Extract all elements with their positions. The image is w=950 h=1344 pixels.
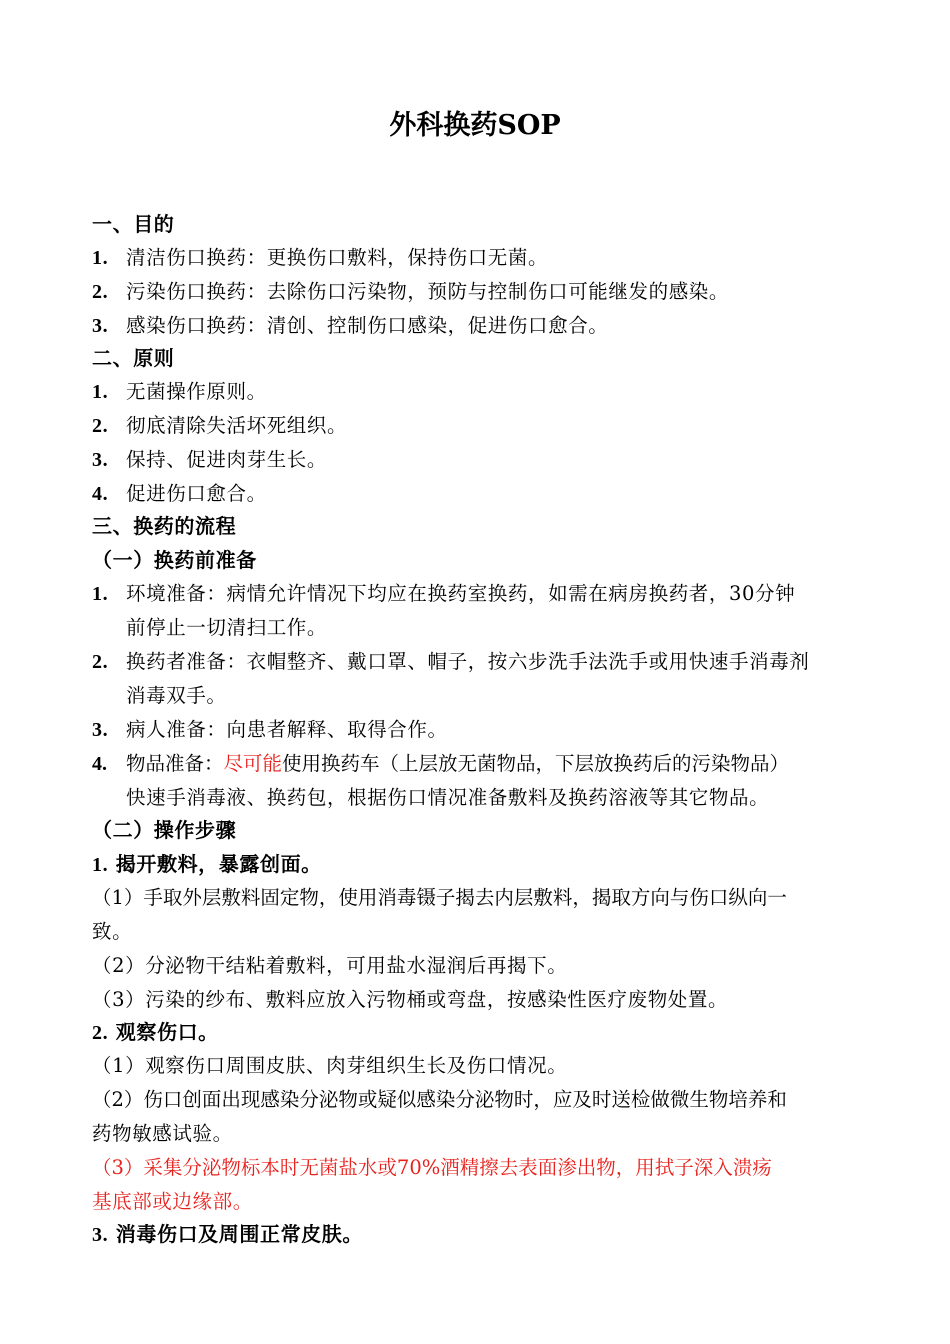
list-number: 2. — [92, 415, 109, 437]
step-number: 3. — [92, 1224, 109, 1246]
paragraph: （2）分泌物干结粘着敷料，可用盐水湿润后再揭下。 — [92, 954, 568, 977]
step-number: 2. — [92, 1022, 109, 1044]
list-number: 3. — [92, 449, 109, 471]
list-item — [92, 311, 608, 341]
list-item — [92, 277, 729, 307]
list-item — [92, 749, 789, 779]
step-title — [92, 849, 322, 880]
section-heading-procedure: 三、换药的流程 — [92, 514, 237, 538]
step-number: 1. — [92, 854, 109, 876]
list-number: 1. — [92, 381, 109, 403]
subsection-heading-preparation: （一）换药前准备 — [92, 548, 257, 572]
list-text: 感染伤口换药：清创、控制伤口感染，促进伤口愈合。 — [126, 314, 609, 337]
list-number: 4. — [92, 483, 109, 505]
list-text: 病人准备：向患者解释、取得合作。 — [126, 718, 448, 741]
list-text: 环境准备：病情允许情况下均应在换药室换药，如需在病房换药者，30分钟 — [126, 582, 796, 605]
step-title-text: 揭开敷料，暴露创面。 — [115, 852, 322, 876]
list-item — [92, 579, 795, 609]
list-number: 1. — [92, 247, 109, 269]
paragraph: （2）伤口创面出现感染分泌物或疑似感染分泌物时，应及时送检做微生物培养和 — [92, 1088, 787, 1111]
list-text: 促进伤口愈合。 — [126, 482, 267, 505]
list-item — [92, 243, 548, 273]
list-text: 清洁伤口换药：更换伤口敷料，保持伤口无菌。 — [126, 246, 549, 269]
list-text: 彻底清除失活坏死组织。 — [126, 414, 348, 437]
list-text: 物品准备： — [126, 752, 224, 775]
list-item — [92, 445, 327, 475]
list-number: 1. — [92, 583, 109, 605]
list-text: 污染伤口换药：去除伤口污染物，预防与控制伤口可能继发的感染。 — [126, 280, 730, 303]
list-text-continued: 快速手消毒液、换药包，根据伤口情况准备敷料及换药溶液等其它物品。 — [126, 786, 770, 809]
paragraph: （1）观察伤口周围皮肤、肉芽组织生长及伤口情况。 — [92, 1054, 568, 1077]
list-text: 换药者准备：衣帽整齐、戴口罩、帽子，按六步洗手法洗手或用快速手消毒剂 — [126, 650, 810, 673]
list-item — [92, 647, 809, 677]
highlighted-paragraph: （3）采集分泌物标本时无菌盐水或70%酒精擦去表面渗出物，用拭子深入溃疡 — [92, 1156, 772, 1179]
list-item — [92, 715, 448, 745]
step-title-text: 消毒伤口及周围正常皮肤。 — [115, 1222, 363, 1246]
highlighted-paragraph-continued: 基底部或边缘部。 — [92, 1190, 253, 1213]
list-text-continued: 消毒双手。 — [126, 684, 227, 707]
step-title — [92, 1219, 363, 1250]
section-heading-purpose: 一、目的 — [92, 212, 175, 236]
list-number: 3. — [92, 719, 109, 741]
list-item — [92, 377, 267, 407]
paragraph-continued: 药物敏感试验。 — [92, 1122, 233, 1145]
section-heading-principles: 二、原则 — [92, 346, 175, 370]
list-number: 4. — [92, 753, 107, 775]
document-title: 外科换药SOP — [389, 110, 561, 141]
list-text-continued: 前停止一切清扫工作。 — [126, 616, 328, 639]
list-item — [92, 411, 347, 441]
list-number: 2. — [92, 651, 109, 673]
paragraph: （1）手取外层敷料固定物，使用消毒镊子揭去内层敷料，揭取方向与伤口纵向一 — [92, 886, 787, 909]
list-item — [92, 479, 267, 509]
list-number: 2. — [92, 281, 109, 303]
list-text: 保持、促进肉芽生长。 — [126, 448, 328, 471]
list-text: 使用换药车（上层放无菌物品，下层放换药后的污染物品） — [282, 752, 790, 775]
paragraph: （3）污染的纱布、敷料应放入污物桶或弯盘，按感染性医疗废物处置。 — [92, 988, 729, 1011]
list-number: 3. — [92, 315, 109, 337]
list-text: 无菌操作原则。 — [126, 380, 267, 403]
paragraph-continued: 致。 — [92, 920, 133, 943]
step-title — [92, 1017, 219, 1048]
highlighted-text: 尽可能 — [223, 752, 283, 775]
subsection-heading-steps: （二）操作步骤 — [92, 818, 237, 842]
step-title-text: 观察伤口。 — [115, 1020, 219, 1044]
